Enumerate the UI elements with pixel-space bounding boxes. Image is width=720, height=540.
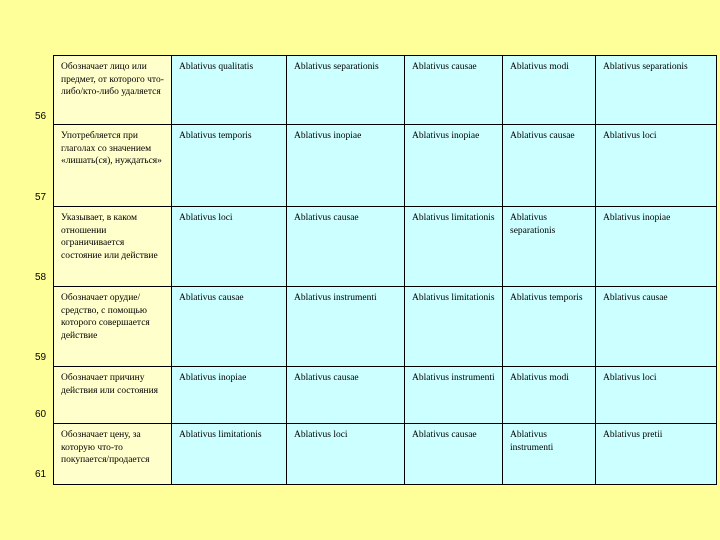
table-row [54, 125, 717, 207]
row-description: Указывает, в каком отношении ограничивается состояние или действие [54, 207, 172, 287]
answer-option[interactable]: Ablativus inopiae [596, 207, 717, 287]
table-row [54, 287, 717, 367]
answer-option[interactable]: Ablativus causae [405, 56, 503, 125]
row-number-61: 61 [35, 469, 47, 480]
answer-option[interactable]: Ablativus temporis [503, 287, 596, 367]
answer-option[interactable]: Ablativus separationis [503, 207, 596, 287]
answer-option[interactable]: Ablativus separationis [596, 56, 717, 125]
row-number-59: 59 [35, 352, 47, 363]
answer-option[interactable]: Ablativus causae [405, 424, 503, 485]
table-row [54, 56, 717, 125]
row-description: Обозначает орудие/средство, с помощью которого совершается действие [54, 287, 172, 367]
answer-option[interactable]: Ablativus pretii [596, 424, 717, 485]
answer-option[interactable]: Ablativus loci [172, 207, 287, 287]
answer-option[interactable]: Ablativus causae [287, 207, 405, 287]
row-number-57: 57 [35, 192, 47, 203]
answer-option[interactable]: Ablativus inopiae [287, 125, 405, 207]
table-row [54, 207, 717, 287]
answer-option[interactable]: Ablativus instrumenti [405, 367, 503, 424]
answer-option[interactable]: Ablativus inopiae [172, 367, 287, 424]
answer-option[interactable]: Ablativus instrumenti [503, 424, 596, 485]
answer-option[interactable]: Ablativus loci [596, 125, 717, 207]
answer-option[interactable]: Ablativus temporis [172, 125, 287, 207]
answer-option[interactable]: Ablativus causae [287, 367, 405, 424]
row-number-56: 56 [35, 111, 47, 122]
row-number-58: 58 [35, 272, 47, 283]
answer-option[interactable]: Ablativus loci [596, 367, 717, 424]
answer-table [53, 55, 717, 485]
answer-option[interactable]: Ablativus inopiae [405, 125, 503, 207]
answer-option[interactable]: Ablativus limitationis [405, 207, 503, 287]
row-description: Обозначает цену, за которую что-то покупается/продается [54, 424, 172, 485]
answer-option[interactable]: Ablativus qualitatis [172, 56, 287, 125]
row-number-60: 60 [35, 409, 47, 420]
answer-option[interactable]: Ablativus causae [503, 125, 596, 207]
table-row [54, 367, 717, 424]
answer-option[interactable]: Ablativus instrumenti [287, 287, 405, 367]
table-row [54, 424, 717, 485]
row-description: Обозначает лицо или предмет, от которого что-либо/кто-либо удаляется [54, 56, 172, 125]
answer-option[interactable]: Ablativus modi [503, 56, 596, 125]
row-description: Обозначает причину действия или состояния [54, 367, 172, 424]
answer-option[interactable]: Ablativus loci [287, 424, 405, 485]
answer-option[interactable]: Ablativus causae [172, 287, 287, 367]
answer-option[interactable]: Ablativus limitationis [172, 424, 287, 485]
answer-option[interactable]: Ablativus limitationis [405, 287, 503, 367]
row-description: Употребляется при глаголах со значением «лишать(ся), нуждаться» [54, 125, 172, 207]
answer-option[interactable]: Ablativus modi [503, 367, 596, 424]
answer-option[interactable]: Ablativus causae [596, 287, 717, 367]
answer-option[interactable]: Ablativus separationis [287, 56, 405, 125]
